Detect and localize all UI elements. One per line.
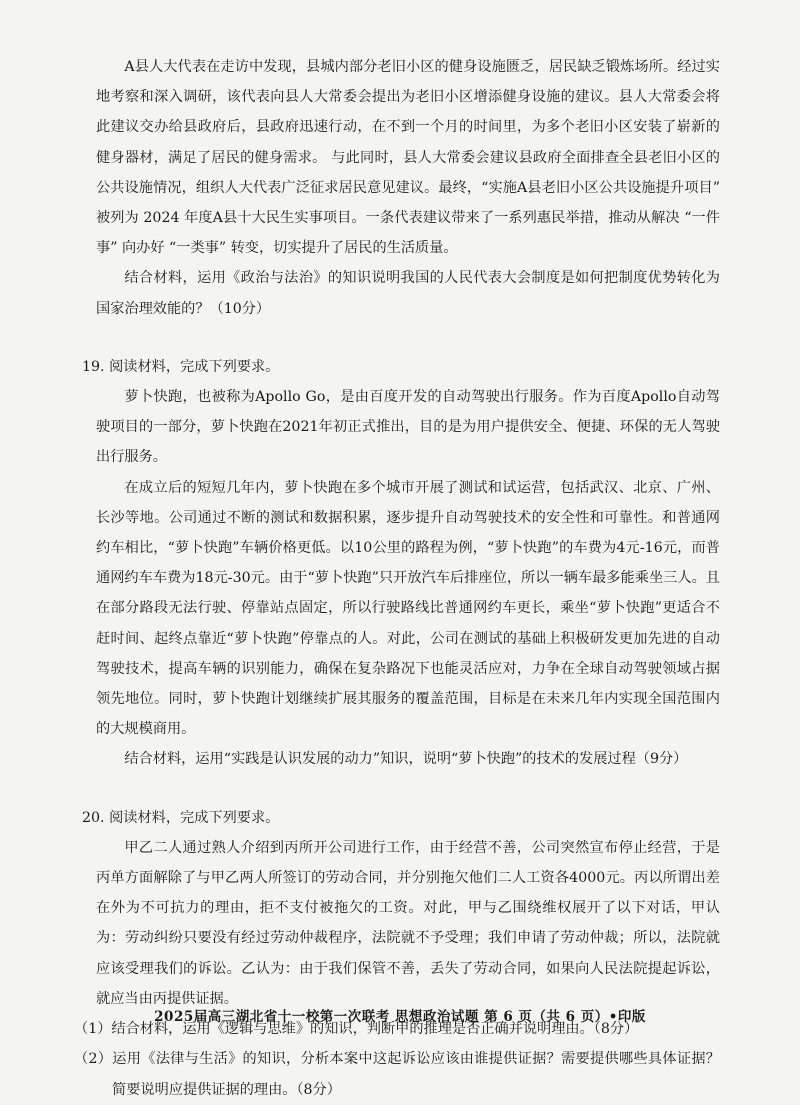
q19-paragraph-1: 萝卜快跑，也被称为Apollo Go，是由百度开发的自动驾驶出行服务。作为百度Apollo自动驾驶项目的一部分，萝卜快跑在2021年初正式推出，目的是为用户提供安全、便捷、环保的无人驾驶出行服务。	[96, 389, 720, 466]
q19-heading: 19. 阅读材料，完成下列要求。	[82, 358, 280, 375]
q20-subquestion-1: （1）结合材料，运用《逻辑与思维》的知识，判断甲的推理是否正确并说明理由。（8分）	[74, 1021, 639, 1038]
q19-question: 结合材料，运用“实践是认识发展的动力”知识，说明“萝卜快跑”的技术的发展过程（9分）	[124, 751, 688, 768]
page-footer: 2025届高三湖北省十一校第一次联考 思想政治试题 第 6 页（共 6 页）•印版	[154, 1009, 646, 1025]
q20-heading: 20. 阅读材料，完成下列要求。	[82, 809, 280, 826]
q19-paragraph-2: 在成立后的短短几年内，萝卜快跑在多个城市开展了测试和试运营，包括武汉、北京、广州、长沙等地。公司通过不断的测试和数据积累，逐步提升自动驾驶技术的安全性和可靠性。和普通网约车相比，“萝卜快跑”车辆价格更低。以10公里的路程为例，“萝卜快跑”的车费为4元-16元，而普通网约车车费为18元-30元。由于“萝卜快跑”只开放汽车后排座位，所以一辆车最多能乘坐三人。且在部分路段无法行驶、停靠站点固定，所以行驶路线比普通网约车更长，乘坐“萝卜快跑”更适合不赶时间、起终点靠近“萝卜快跑”停靠点的人。对此，公司在测试的基础上积极研发更加先进的自动驾驶技术，提高车辆的识别能力，确保在复杂路况下也能灵活应对，力争在全球自动驾驶领域占据领先地位。同时，萝卜快跑计划继续扩展其服务的覆盖范围，目标是在未来几年内实现全国范围内的大规模商用。	[96, 479, 720, 738]
q20-subquestion-2: （2）运用《法律与生活》的知识，分析本案中这起诉讼应该由谁提供证据？需要提供哪些具体证据？简要说明应提供证据的理由。（8分）	[74, 1051, 720, 1098]
q18-question: 结合材料，运用《政治与法治》的知识说明我国的人民代表大会制度是如何把制度优势转化为国家治理效能的？（10分）	[96, 270, 720, 317]
q20-paragraph-1: 甲乙二人通过熟人介绍到丙所开公司进行工作，由于经营不善，公司突然宣布停止经营，于是丙单方面解除了与甲乙两人所签订的劳动合同，并分别拖欠他们二人工资各4000元。丙以所谓出差在外为不可抗力的理由，拒不支付被拖欠的工资。对此，甲与乙围绕维权展开了以下对话，甲认为：劳动纠纷只要没有经过劳动仲裁程序，法院就不予受理；我们申请了劳动仲裁；所以，法院就应该受理我们的诉讼。乙认为：由于我们保管不善，丢失了劳动合同，如果向人民法院提起诉讼，就应当由丙提供证据。	[96, 839, 720, 1007]
q18-material: A县人大代表在走访中发现，县城内部分老旧小区的健身设施匮乏，居民缺乏锻炼场所。经过实地考察和深入调研，该代表向县人大常委会提出为老旧小区增添健身设施的建议。县人大常委会将此建议交办给县政府后，县政府迅速行动，在不到一个月的时间里，为多个老旧小区安装了崭新的健身器材，满足了居民的健身需求。 与此同时，县人大常委会建议县政府全面排查全县老旧小区的公共设施情况，组织人大代表广泛征求居民意见建议。最终，“实施A县老旧小区公共设施提升项目” 被列为 2024 年度A县十大民生实事项目。一条代表建议带来了一系列惠民举措，推动从解决 “一件事” 向办好 “一类事” 转变，切实提升了居民的生活质量。	[96, 59, 720, 257]
